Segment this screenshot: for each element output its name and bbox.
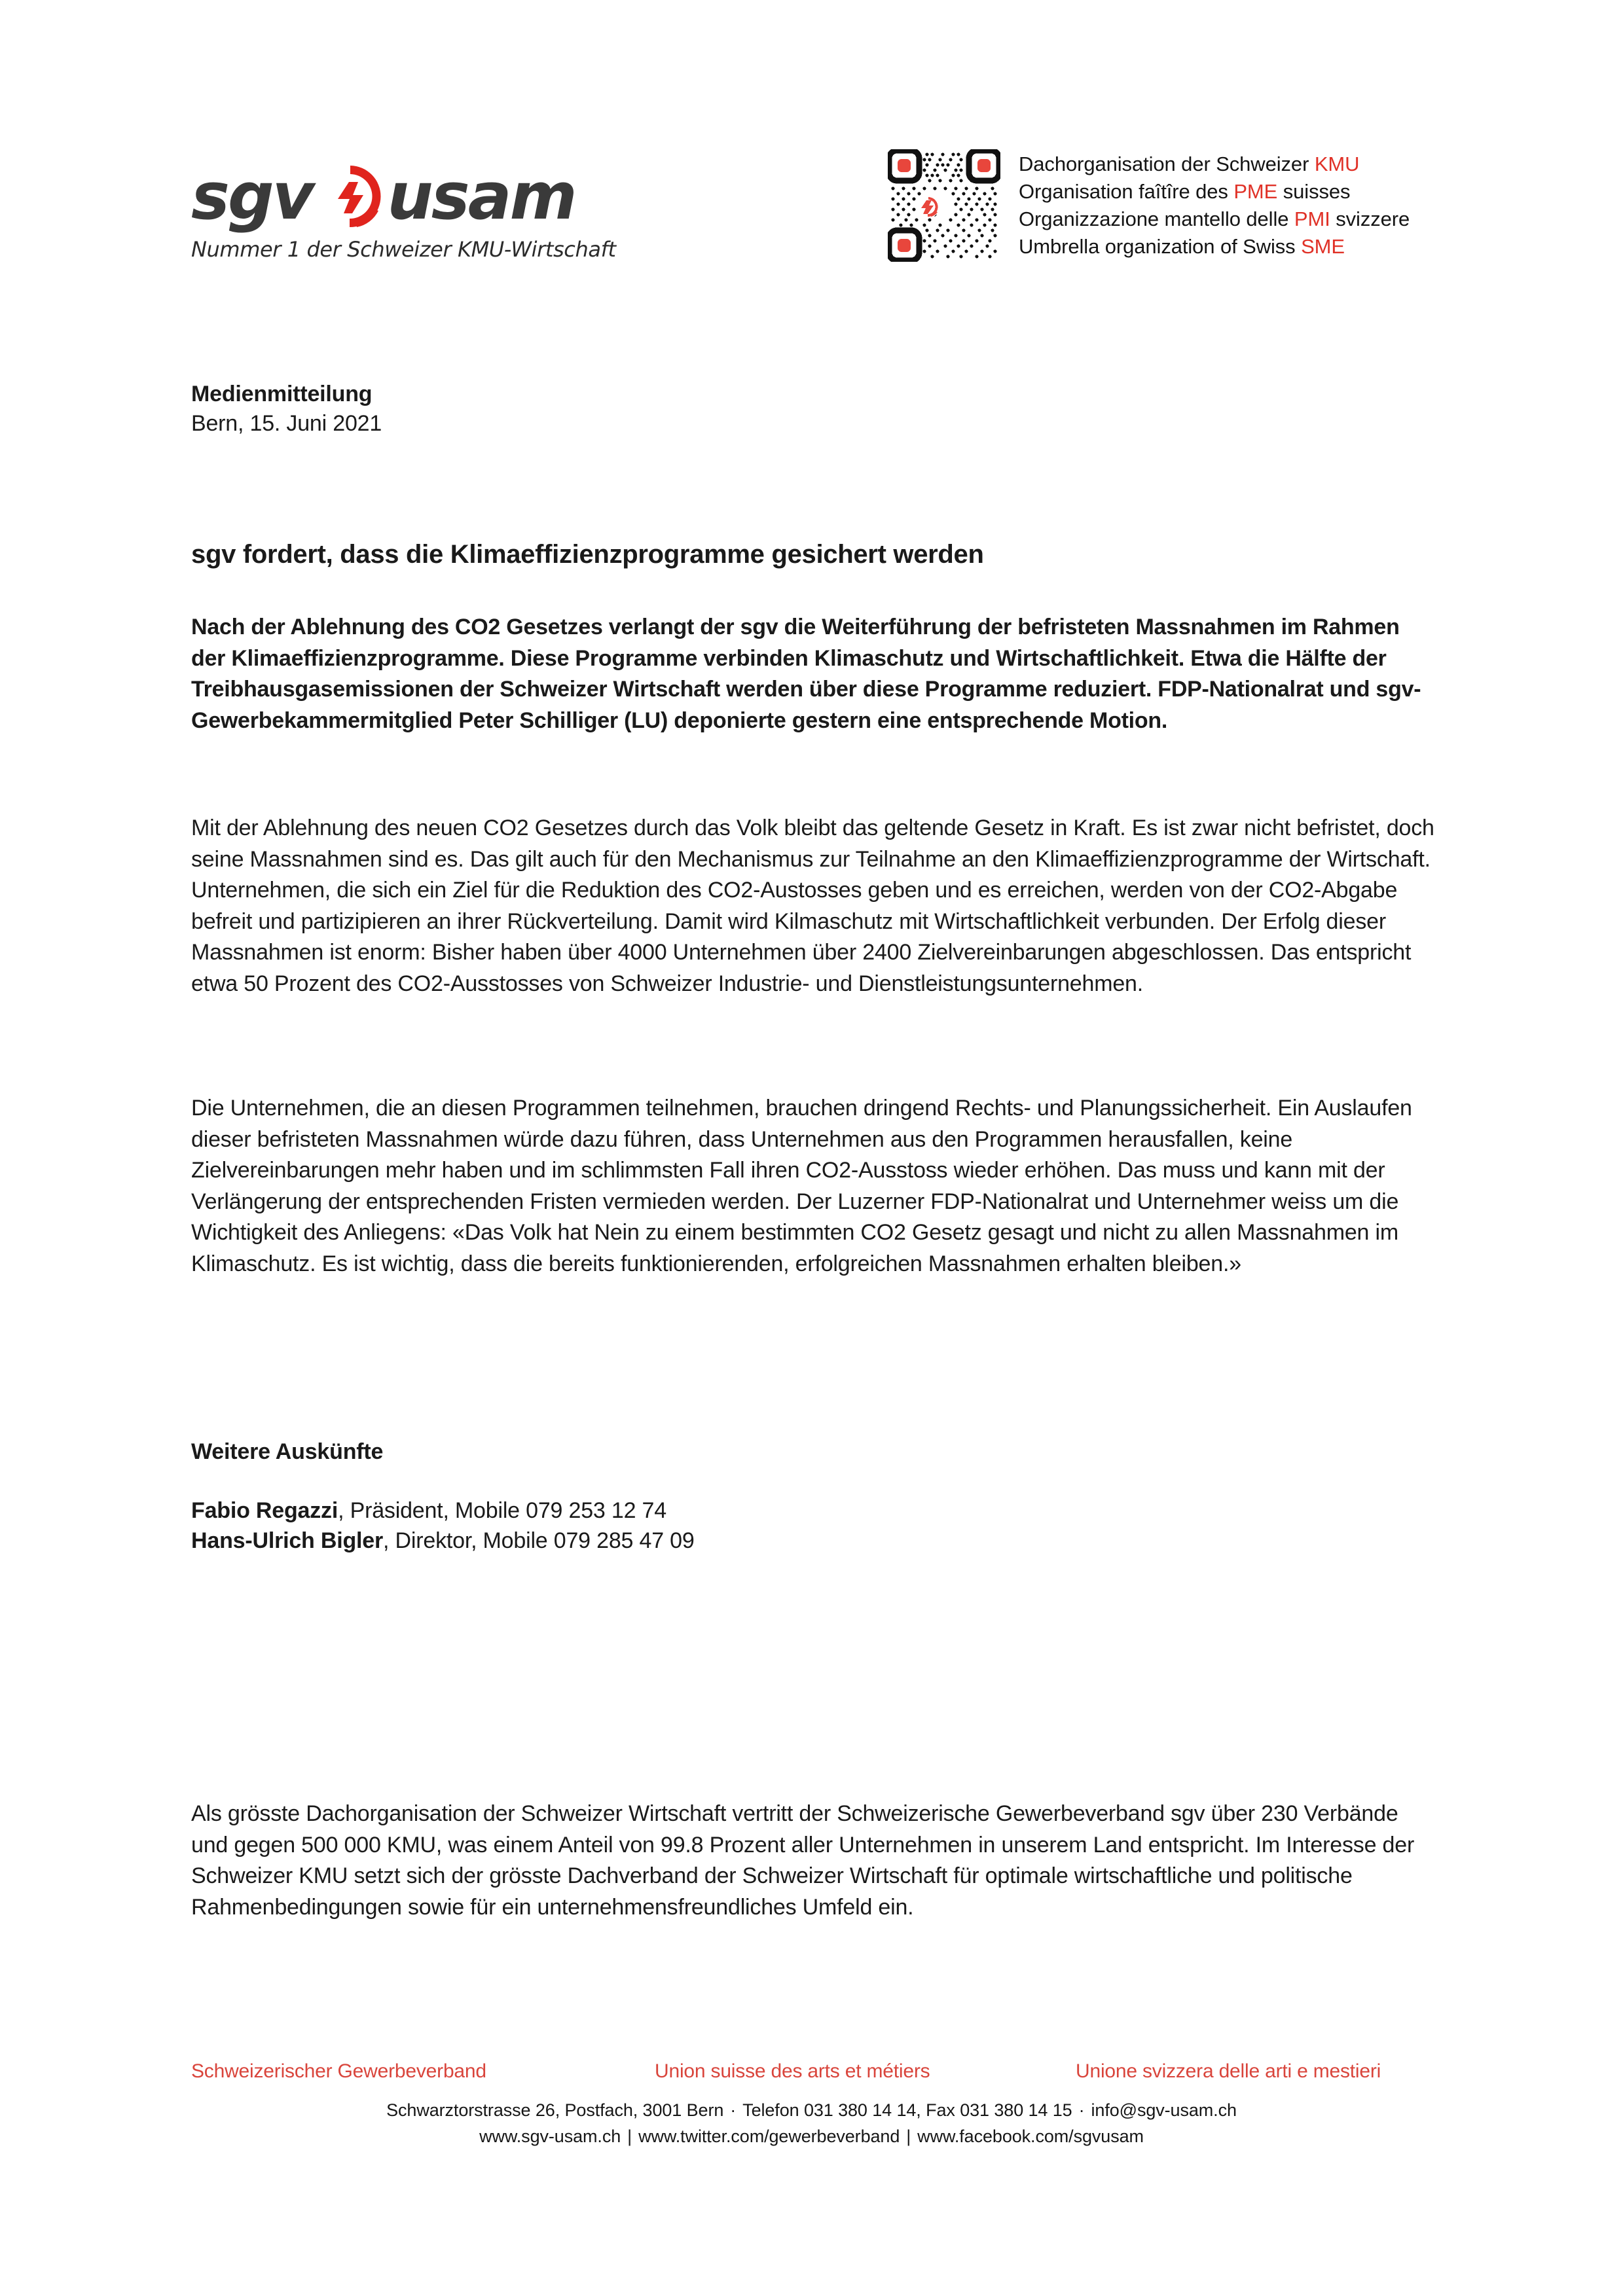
footer-name-it: Unione svizzera delle arti e mestieri xyxy=(1076,2060,1381,2082)
contact-row xyxy=(191,1526,1438,1556)
qr-code-icon xyxy=(888,149,1000,262)
footer-separator: | xyxy=(906,2126,911,2146)
slogan-list xyxy=(1019,149,1410,260)
footer-address: Schwarztorstrasse 26, Postfach, 3001 Bern xyxy=(386,2100,724,2120)
slogan-fr-highlight: PME xyxy=(1233,180,1278,203)
slogan-it xyxy=(1019,206,1410,233)
footer-links-row xyxy=(0,2123,1623,2149)
body-paragraph-2: Die Unternehmen, die an diesen Programmen teilnehmen, brauchen dringend Rechts- und Planungssicherheit. Ein Auslaufen dieser befristeten Massnahmen würde dazu führen, dass Unternehmen aus den Programmen herausfallen, keine Zielvereinbarungen mehr haben und im schlimmsten Fall ihren CO2-Ausstoss wieder erhöhen. Das muss und kann mit der Verlängerung der entsprechenden Fristen vermieden werden. Der Luzerner FDP-Nationalrat und Unternehmer weiss um die Wichtigkeit des Anliegens: «Das Volk hat Nein zu einem bestimmten CO2 Gesetz gesagt und nicht zu allen Massnahmen im Klimaschutz. Es ist wichtig, dass die bereits funktionierenden, erfolgreichen Massnahmen erhalten bleiben.» xyxy=(191,1096,1412,1276)
slogan-de-highlight: KMU xyxy=(1314,152,1360,175)
document-header xyxy=(0,149,1623,274)
slogan-fr-tail: suisses xyxy=(1277,180,1351,203)
slogan-fr-text: Organisation faîtîre des xyxy=(1019,180,1234,203)
logo-tagline: Nummer 1 der Schweizer KMU-Wirtschaft xyxy=(191,237,616,262)
header-qr-and-slogans xyxy=(888,149,1410,262)
footer-name-fr: Union suisse des arts et métiers xyxy=(655,2060,930,2082)
footer-contact-details xyxy=(0,2097,1623,2149)
logo-word-sgv: sgv xyxy=(191,158,313,234)
slogan-en-text: Umbrella organization of Swiss xyxy=(1019,235,1302,258)
slogan-en xyxy=(1019,233,1410,260)
slogan-fr xyxy=(1019,178,1410,206)
lead-paragraph: Nach der Ablehnung des CO2 Gesetzes verlangt der sgv die Weiterführung der befristeten Massnahmen im Rahmen der Klimaeffizienzprogramme. Diese Programme verbinden Klimaschutz und Wirtschaftlichkeit. Etwa die Hälfte der Treibhausgasemissionen der Schweizer Wirtschaft werden über diese Programme reduziert. FDP-Nationalrat und sgv-Gewerbekammermitglied Peter Schilliger (LU) deponierte gestern eine entsprechende Motion. xyxy=(191,615,1421,733)
release-kicker-group xyxy=(191,380,1438,439)
slogan-en-highlight: SME xyxy=(1301,235,1345,258)
footer-address-row xyxy=(0,2097,1623,2123)
footer-website-link[interactable]: www.sgv-usam.ch xyxy=(479,2126,621,2146)
footer-separator: · xyxy=(1078,2100,1085,2120)
footer-facebook-link[interactable]: www.facebook.com/sgvusam xyxy=(917,2126,1144,2146)
contact-heading: Weitere Auskünfte xyxy=(191,1439,384,1464)
footer-phone: Telefon 031 380 14 14, Fax 031 380 14 15 xyxy=(742,2100,1072,2120)
footer-twitter-link[interactable]: www.twitter.com/gewerbeverband xyxy=(638,2126,900,2146)
contact-details: , Präsident, Mobile 079 253 12 74 xyxy=(338,1498,666,1523)
footer-organization-names xyxy=(0,2060,1623,2089)
sgv-usam-logo xyxy=(191,158,616,262)
contact-name: Fabio Regazzi xyxy=(191,1498,338,1523)
sgv-usam-swiss-cross-mark-icon xyxy=(316,162,384,230)
contact-name: Hans-Ulrich Bigler xyxy=(191,1528,384,1553)
contact-list xyxy=(191,1496,1438,1556)
body-paragraph-1: Mit der Ablehnung des neuen CO2 Gesetzes durch das Volk bleibt das geltende Gesetz in Kraft. Es ist zwar nicht befristet, doch seine Massnahmen sind es. Das gilt auch für den Mechanismus zur Teilnahme an den Klimaeffizienzprogramme der Wirtschaft. Unternehmen, die sich ein Ziel für die Reduktion des CO2-Austosses geben und es erreichen, werden von der CO2-Abgabe befreit und partizipieren an ihrer Rückverteilung. Damit wird Kilmaschutz mit Wirtschaftlichkeit verbunden. Der Erfolg dieser Massnahmen ist enorm: Bisher haben über 4000 Unternehmen über 2400 Zielvereinbarungen abgeschlossen. Das entspricht etwa 50 Prozent des CO2-Ausstosses von Schweizer Industrie- und Dienstleistungsunternehmen. xyxy=(191,816,1434,996)
contact-row xyxy=(191,1496,1438,1526)
footer-name-de: Schweizerischer Gewerbeverband xyxy=(191,2060,486,2082)
footer-separator: · xyxy=(730,2100,737,2120)
footer-email-link[interactable]: info@sgv-usam.ch xyxy=(1091,2100,1237,2120)
slogan-it-highlight: PMI xyxy=(1294,207,1330,230)
footer-separator: | xyxy=(627,2126,632,2146)
logo-wordmark xyxy=(191,158,610,234)
release-dateline: Bern, 15. Juni 2021 xyxy=(191,411,382,436)
slogan-de-text: Dachorganisation der Schweizer xyxy=(1019,152,1315,175)
slogan-it-tail: svizzere xyxy=(1330,207,1410,230)
slogan-it-text: Organizzazione mantello delle xyxy=(1019,207,1294,230)
boilerplate-paragraph: Als grösste Dachorganisation der Schweizer Wirtschaft vertritt der Schweizerische Gewerbeverband sgv über 230 Verbände und gegen 500 000 KMU, was einem Anteil von 99.8 Prozent aller Unternehmen in unserem Land entspricht. Im Interesse der Schweizer KMU setzt sich der grösste Dachverband der Schweizer Wirtschaft für optimale wirtschaftliche und politische Rahmenbedingungen sowie für ein unternehmensfreundliches Umfeld ein. xyxy=(191,1801,1415,1920)
document-footer xyxy=(0,2060,1623,2149)
slogan-de xyxy=(1019,151,1410,178)
page-title: sgv fordert, dass die Klimaeffizienzprogramme gesichert werden xyxy=(191,540,984,569)
logo-word-usam: usam xyxy=(387,158,575,234)
contact-details: , Direktor, Mobile 079 285 47 09 xyxy=(383,1528,695,1553)
release-type-label: Medienmitteilung xyxy=(191,382,373,406)
